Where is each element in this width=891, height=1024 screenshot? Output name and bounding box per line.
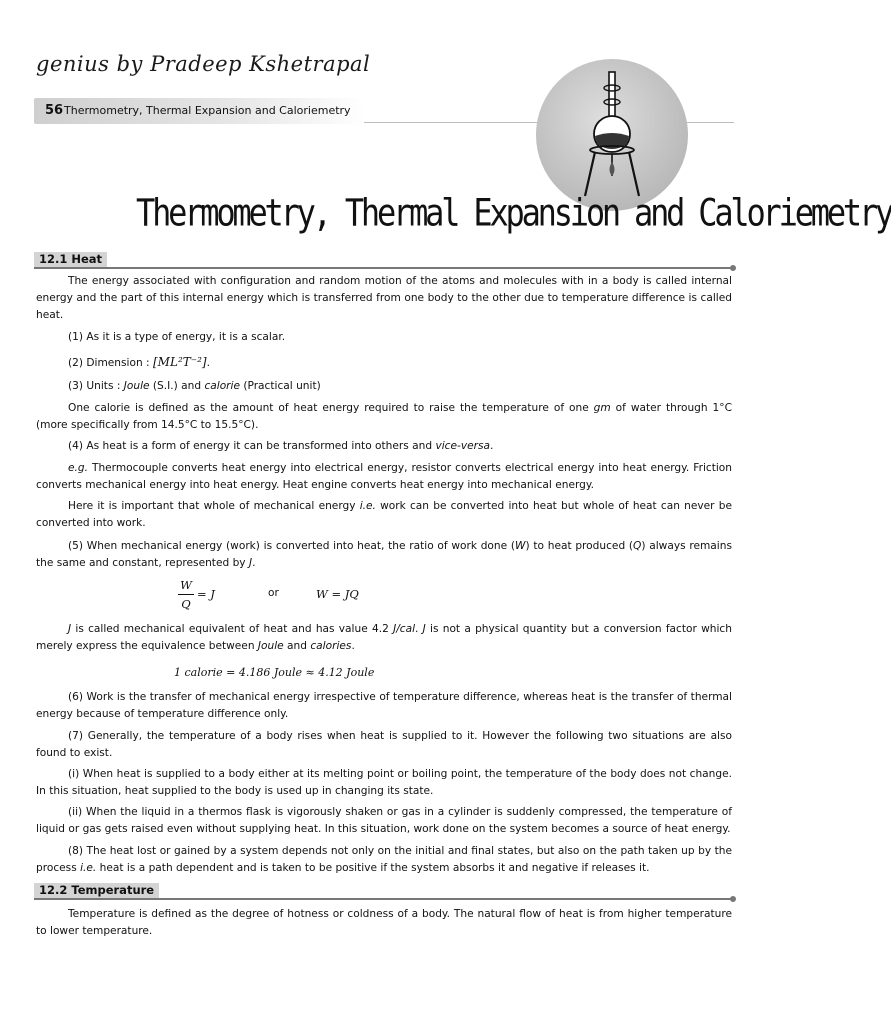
chapter-title: Thermometry, Thermal Expansion and Caloriemetry bbox=[136, 190, 891, 235]
paragraph-example: e.g. Thermocouple converts heat energy into electrical energy, resistor converts electrical energy into heat energy. Friction converts mechanical energy into heat energy. Heat engine converts heat energy into mechanical energy. bbox=[36, 462, 732, 491]
paragraph-units: (3) Units : Joule (S.I.) and calorie (Practical unit) bbox=[68, 380, 321, 392]
running-title: Thermometry, Thermal Expansion and Caloriemetry bbox=[64, 104, 351, 117]
equation-alt: W = JQ bbox=[316, 587, 359, 601]
paragraph-ratio: (5) When mechanical energy (work) is converted into heat, the ratio of work done (W) to heat produced (Q) always remains the same and constant, represented by J. bbox=[36, 540, 732, 569]
paragraph-transform: (4) As heat is a form of energy it can be transformed into others and vice-versa. bbox=[68, 440, 494, 452]
paragraph-dimension: (2) Dimension : [ML²T⁻²]. bbox=[68, 355, 210, 369]
fraction-numerator: W bbox=[180, 578, 192, 592]
paragraph-temperature-rise: (7) Generally, the temperature of a body rises when heat is supplied to it. However the following two situations are also found to exist. bbox=[36, 730, 732, 759]
dimension-formula: [ML²T⁻²] bbox=[153, 355, 207, 369]
section-heading-temperature bbox=[34, 883, 736, 898]
paragraph-melting-boiling: (i) When heat is supplied to a body either at its melting point or boiling point, the temperature of the body does not change. In this situation, heat supplied to the body is used up in changing its state. bbox=[36, 768, 732, 797]
paragraph-thermos: (ii) When the liquid in a thermos flask is vigorously shaken or gas in a cylinder is suddenly compressed, the temperature of liquid or gas gets raised even without supplying heat. In this situation, work done on the system becomes a source of heat energy. bbox=[36, 806, 732, 835]
paragraph-work-vs-heat: (6) Work is the transfer of mechanical energy irrespective of temperature difference, whereas heat is the transfer of thermal energy because of temperature difference only. bbox=[36, 691, 732, 720]
paragraph-mechanical-equivalent: J is called mechanical equivalent of heat and has value 4.2 J/cal. J is not a physical quantity but a conversion factor which merely express the equivalence between Joule and calories. bbox=[36, 623, 732, 652]
brand-title: genius by Pradeep Kshetrapal bbox=[36, 52, 371, 76]
section-heading-heat bbox=[34, 252, 736, 267]
page-number: 56 bbox=[45, 103, 64, 118]
paragraph-temperature-intro: Temperature is defined as the degree of hotness or coldness of a body. The natural flow of heat is from higher temperature to lower temperature. bbox=[36, 908, 732, 937]
section-label: 12.1 Heat bbox=[34, 252, 107, 267]
section-rule-dot bbox=[730, 265, 736, 271]
section-rule bbox=[34, 267, 733, 269]
flask-on-stand-icon bbox=[535, 58, 689, 212]
equation-fraction bbox=[178, 578, 194, 611]
paragraph-calorie-definition: One calorie is defined as the amount of heat energy required to raise the temperature of one gm of water through 1°C (more specifically from 14.5°C to 15.5°C). bbox=[36, 402, 732, 431]
fraction-bar bbox=[178, 594, 194, 595]
section-rule-dot bbox=[730, 896, 736, 902]
chapter-header-strip bbox=[34, 98, 364, 124]
equation-or: or bbox=[268, 587, 279, 599]
section-rule bbox=[34, 898, 733, 900]
equation-rhs: = J bbox=[197, 587, 215, 601]
equation-calorie-joule: 1 calorie = 4.186 Joule ≈ 4.12 Joule bbox=[174, 666, 375, 679]
paragraph-scalar: (1) As it is a type of energy, it is a scalar. bbox=[68, 331, 286, 343]
paragraph-heat-intro: The energy associated with configuration and random motion of the atoms and molecules with in a body is called internal energy and the part of this internal energy which is transferred from one body to the other due to temperature difference is called heat. bbox=[36, 275, 732, 321]
paragraph-path-dependent: (8) The heat lost or gained by a system depends not only on the initial and final states, but also on the path taken up by the process i.e. heat is a path dependent and is taken to be positive if the system absorbs it and negative if releases it. bbox=[36, 845, 732, 874]
fraction-denominator: Q bbox=[181, 597, 191, 611]
section-label: 12.2 Temperature bbox=[34, 883, 159, 898]
paragraph-work-heat: Here it is important that whole of mechanical energy i.e. work can be converted into heat but whole of heat can never be converted into work. bbox=[36, 500, 732, 529]
